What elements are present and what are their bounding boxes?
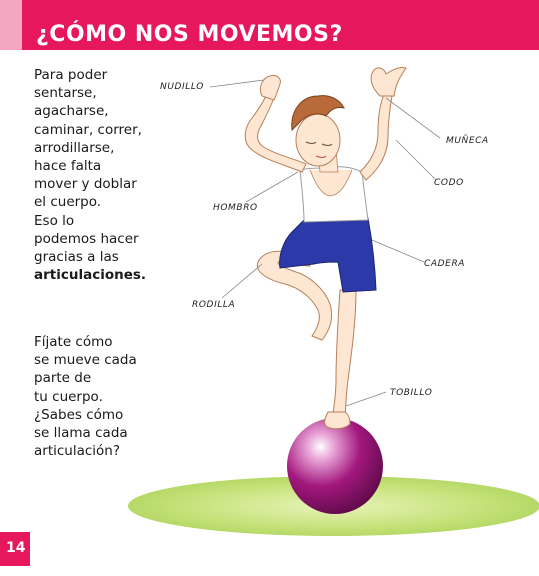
intro-paragraph [34, 66, 146, 284]
question-paragraph [34, 333, 137, 460]
intro-line: Para poder [34, 67, 108, 83]
question-line: se mueve cada [34, 352, 137, 369]
right-arm [360, 94, 392, 180]
question-line: articulación? [34, 443, 121, 460]
intro-line: arrodillarse, [34, 139, 115, 156]
muneca-pointer [386, 98, 440, 138]
page-number: 14 [6, 540, 26, 556]
head [296, 114, 340, 166]
right-hand [371, 67, 406, 96]
intro-line: mover y doblar [34, 176, 137, 193]
ball [287, 418, 383, 514]
question-line: ¿Sabes cómo [34, 406, 124, 423]
intro-line: caminar, correr, [34, 121, 142, 138]
intro-highlight: articulaciones. [34, 267, 147, 284]
intro-line: Eso lo [34, 212, 75, 229]
rodilla-pointer [222, 264, 262, 298]
label-nudillo: NUDILLO [160, 82, 204, 92]
label-codo: CODO [434, 178, 464, 188]
page-title: ¿CÓMO NOS MOVEMOS? [36, 22, 343, 47]
question-line: Fíjate cómo [34, 334, 113, 350]
label-tobillo: TOBILLO [390, 388, 433, 398]
label-cadera: CADERA [424, 259, 466, 269]
intro-line: hace falta [34, 158, 102, 175]
cadera-pointer [372, 240, 424, 262]
hombro-pointer [246, 172, 298, 202]
question-line: tu cuerpo. [34, 388, 103, 405]
intro-line: podemos hacer [34, 230, 139, 247]
nudillo-pointer [210, 80, 264, 87]
left-hand [260, 75, 280, 100]
label-muneca: MUÑECA [446, 136, 489, 146]
intro-line: el cuerpo. [34, 194, 102, 211]
tobillo-pointer [346, 392, 386, 406]
intro-line: sentarse, [34, 85, 97, 102]
question-line: parte de [34, 370, 92, 387]
codo-pointer [396, 140, 436, 180]
standing-foot [325, 412, 351, 429]
intro-line: gracias a las [34, 249, 119, 266]
label-hombro: HOMBRO [213, 203, 258, 213]
question-line: se llama cada [34, 425, 128, 442]
label-rodilla: RODILLA [192, 300, 236, 310]
standing-leg [333, 290, 356, 416]
intro-line: agacharse, [34, 103, 109, 120]
